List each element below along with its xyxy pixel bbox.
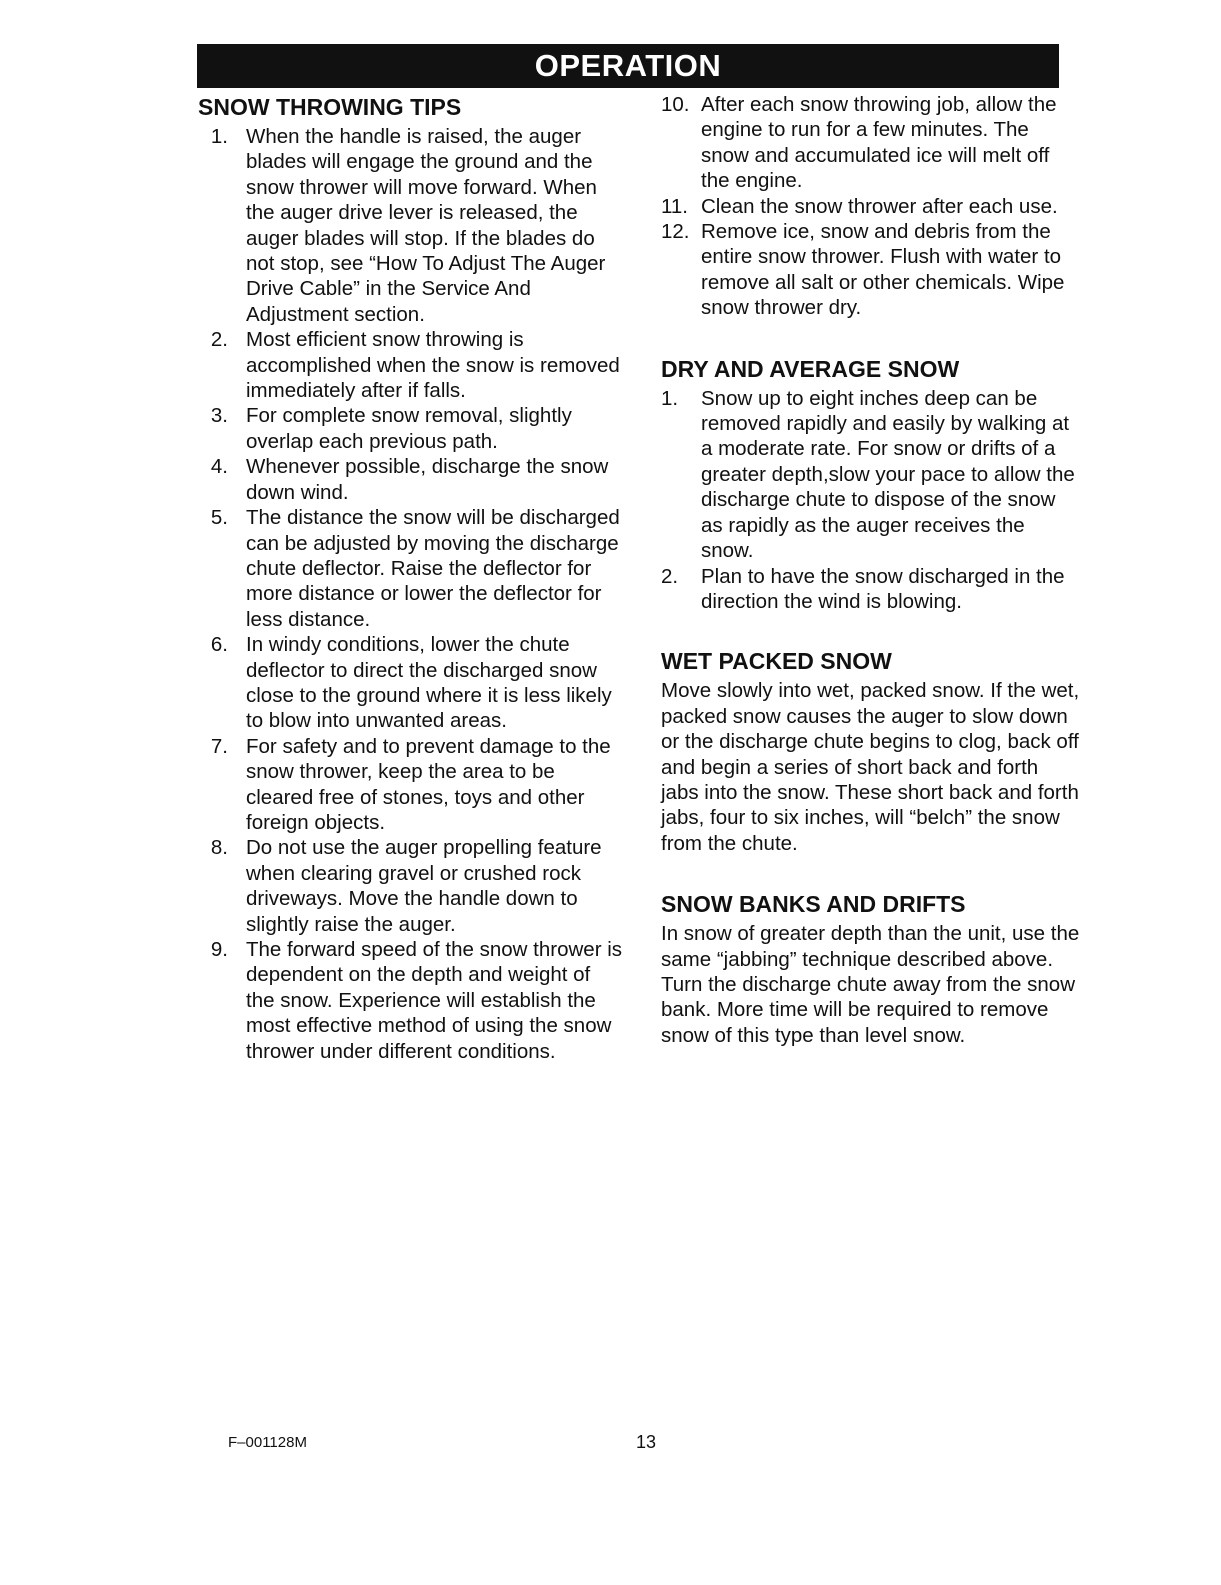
item-text: Whenever possible, discharge the snow down wind. — [246, 455, 609, 504]
tips-list-continued — [661, 92, 1081, 321]
item-number: 5. — [210, 506, 228, 530]
heading-snow-throwing-tips: SNOW THROWING TIPS — [198, 94, 462, 120]
left-column — [198, 92, 623, 1064]
item-text: When the handle is raised, the auger blades will engage the ground and the snow thrower will move forward. When the auger drive lever is released, the auger blades will stop. If the blades do not stop, see “How To Adjust The Auger Drive Cable” in the Service And Adjustment section. — [246, 125, 606, 326]
list-item — [661, 194, 1081, 219]
page-number: 13 — [636, 1432, 657, 1452]
list-item — [198, 454, 623, 505]
heading-dry-and-average-snow: DRY AND AVERAGE SNOW — [661, 355, 960, 382]
list-item — [661, 564, 1081, 615]
item-text: In windy conditions, lower the chute deflector to direct the discharged snow close to the ground where it is less likely to blow into unwanted areas. — [246, 633, 612, 733]
item-text: After each snow throwing job, allow the engine to run for a few minutes. The snow and accumulated ice will melt off the engine. — [701, 93, 1057, 193]
list-item — [198, 505, 623, 632]
item-number: 8. — [210, 836, 228, 860]
item-text: Clean the snow thrower after each use. — [701, 194, 1058, 218]
item-number: 2. — [661, 564, 679, 588]
item-number: 6. — [210, 633, 228, 657]
item-text: Most efficient snow throwing is accomplished when the snow is removed immediately after if falls. — [246, 328, 620, 403]
item-number: 3. — [210, 404, 228, 428]
item-text: Remove ice, snow and debris from the entire snow thrower. Flush with water to remove all salt or other chemicals. Wipe snow thrower dry. — [701, 220, 1065, 320]
list-item — [198, 327, 623, 403]
item-number: 2. — [210, 328, 228, 352]
item-text: Plan to have the snow discharged in the direction the wind is blowing. — [701, 564, 1065, 613]
list-item — [661, 92, 1081, 194]
dry-snow-list — [661, 386, 1081, 615]
right-column — [661, 92, 1081, 1048]
document-code: F–001128M — [228, 1434, 307, 1451]
item-number: 7. — [210, 734, 228, 758]
section-banner: OPERATION — [197, 44, 1059, 88]
item-text: Do not use the auger propelling feature when clearing gravel or crushed rock driveways. Move the handle down to slightly raise the auger. — [246, 836, 602, 936]
heading-wet-packed-snow: WET PACKED SNOW — [661, 648, 892, 675]
list-item — [198, 403, 623, 454]
snow-banks-paragraph: In snow of greater depth than the unit, use the same “jabbing” technique described above. Turn the discharge chute away from the snow bank. More time will be required to remove snow of this type than level snow. — [661, 922, 1080, 1047]
item-text: The distance the snow will be discharged can be adjusted by moving the discharge chute deflector. Raise the deflector for more distance or lower the deflector for less distance. — [246, 506, 620, 631]
list-item — [198, 124, 623, 327]
list-item — [198, 835, 623, 937]
item-text: Snow up to eight inches deep can be removed rapidly and easily by walking at a moderate rate. For snow or drifts of a greater depth,slow your pace to allow the discharge chute to dispose of the snow as rapidly as the auger receives the snow. — [701, 386, 1075, 563]
list-item — [198, 632, 623, 734]
wet-snow-paragraph: Move slowly into wet, packed snow. If the wet, packed snow causes the auger to slow down or the discharge chute begins to clog, back off and begin a series of short back and forth jabs into the snow. These short back and forth jabs, four to six inches, will “belch” the snow from the chute. — [661, 679, 1080, 855]
item-text: The forward speed of the snow thrower is dependent on the depth and weight of the snow. Experience will establish the most effective method of using the snow thrower under different conditions. — [246, 938, 623, 1063]
list-item — [198, 734, 623, 836]
item-number: 11. — [661, 194, 688, 218]
item-number: 1. — [210, 125, 228, 148]
item-number: 1. — [661, 386, 679, 410]
list-item — [661, 386, 1081, 564]
heading-snow-banks-and-drifts: SNOW BANKS AND DRIFTS — [661, 891, 966, 918]
item-text: For safety and to prevent damage to the snow thrower, keep the area to be cleared free of stones, toys and other foreign objects. — [246, 734, 611, 834]
item-number: 12. — [661, 220, 690, 244]
item-number: 10. — [661, 93, 690, 116]
tips-list — [198, 124, 623, 1064]
item-number: 4. — [210, 455, 228, 479]
item-text: For complete snow removal, slightly overlap each previous path. — [246, 404, 572, 453]
item-number: 9. — [210, 938, 228, 961]
list-item — [661, 219, 1081, 321]
list-item — [198, 937, 623, 1064]
